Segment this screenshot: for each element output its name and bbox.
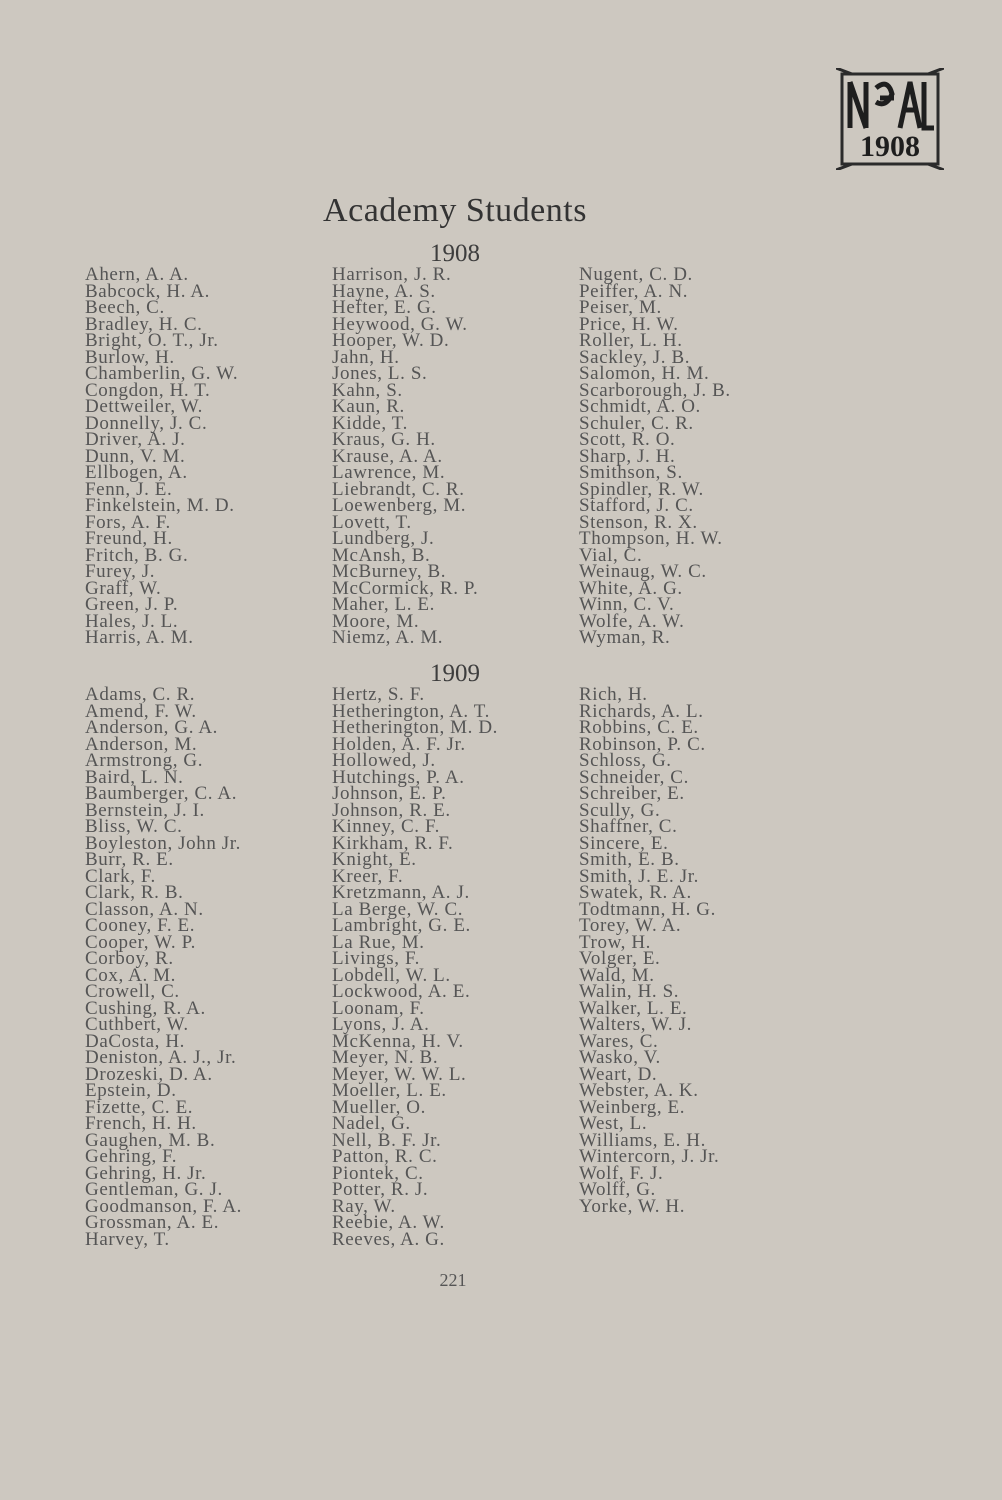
student-name: Dunn, V. M.: [85, 445, 186, 467]
student-name: Congdon, H. T.: [85, 379, 211, 401]
student-name: Furey, J.: [85, 561, 156, 582]
student-name: Hefter, E. G.: [332, 297, 437, 318]
student-name: Walters, W. J.: [579, 1014, 692, 1035]
page-number: 221: [439, 1270, 467, 1290]
student-name: Niemz, A. M.: [332, 627, 444, 648]
student-name: Burlow, H.: [85, 346, 175, 368]
student-name: Lockwood, A. E.: [332, 981, 471, 1002]
student-name: Lundberg, J.: [332, 528, 435, 549]
student-name: Lovett, T.: [332, 511, 412, 533]
student-name: Kirkham, R. F.: [332, 832, 454, 854]
student-name: McKenna, H. V.: [332, 1030, 464, 1052]
student-name: Hales, J. L.: [85, 610, 179, 632]
student-name: Weinaug, W. C.: [579, 561, 707, 582]
student-name: Yorke, W. H.: [579, 1195, 686, 1217]
student-name: Thompson, H. W.: [579, 528, 723, 549]
student-name: Bernstein, J. I.: [85, 799, 205, 821]
student-name: Spindler, R. W.: [579, 478, 704, 500]
year-heading-1909: 1909: [430, 660, 480, 687]
student-name: Sharp, J. H.: [579, 445, 676, 467]
student-name: Swatek, R. A.: [579, 882, 692, 903]
student-name: Wintercorn, J. Jr.: [579, 1146, 720, 1167]
student-name: Loonam, F.: [332, 997, 425, 1019]
student-name: Maher, L. E.: [332, 594, 435, 615]
student-name: Baumberger, C. A.: [85, 783, 238, 804]
student-name: Anderson, M.: [85, 733, 198, 755]
student-name: La Rue, M.: [332, 931, 425, 953]
student-name: Hetherington, M. D.: [332, 717, 499, 738]
student-name: Cushing, R. A.: [85, 997, 206, 1019]
year-heading-1908: 1908: [430, 240, 480, 267]
student-name: Nell, B. F. Jr.: [332, 1129, 442, 1151]
student-name: Moore, M.: [332, 610, 420, 632]
student-name: Potter, R. J.: [332, 1179, 429, 1200]
student-name: Hollowed, J.: [332, 750, 436, 771]
student-name: Lobdell, W. L.: [332, 964, 451, 986]
student-name: Weinberg, E.: [579, 1096, 686, 1118]
student-name: Webster, A. K.: [579, 1080, 699, 1101]
student-name: Weart, D.: [579, 1063, 658, 1085]
student-name: Holden, A. F. Jr.: [332, 733, 466, 755]
student-name: Driver, A. J.: [85, 429, 186, 450]
student-name: Grossman, A. E.: [85, 1212, 220, 1233]
student-column: [332, 684, 499, 1250]
student-name: Schuler, C. R.: [579, 412, 694, 434]
student-name: Johnson, R. E.: [332, 799, 451, 821]
student-name: Cooney, F. E.: [85, 915, 196, 936]
student-name: White, A. G.: [579, 577, 683, 599]
student-name: Kreer, F.: [332, 865, 404, 887]
student-name: Walin, H. S.: [579, 981, 680, 1002]
student-name: Clark, R. B.: [85, 882, 184, 903]
student-name: Sincere, E.: [579, 832, 669, 854]
student-name: Reebie, A. W.: [332, 1212, 445, 1233]
student-name: DaCosta, H.: [85, 1030, 186, 1052]
student-name: Loewenberg, M.: [332, 495, 467, 516]
student-name: Wolff, G.: [579, 1179, 656, 1200]
student-name: Vial, C.: [579, 544, 643, 566]
student-name: Dettweiler, W.: [85, 396, 203, 417]
student-name: Fenn, J. E.: [85, 478, 173, 500]
student-name: Hayne, A. S.: [332, 280, 436, 302]
student-name: Trow, H.: [579, 931, 652, 953]
student-name: Hooper, W. D.: [332, 330, 450, 351]
student-name: Gehring, F.: [85, 1146, 178, 1167]
student-name: Reeves, A. G.: [332, 1228, 445, 1250]
student-name: Classon, A. N.: [85, 898, 204, 920]
student-name: Stafford, J. C.: [579, 495, 694, 516]
student-name: Bliss, W. C.: [85, 816, 183, 837]
student-name: Cooper, W. P.: [85, 931, 197, 953]
student-name: Schloss, G.: [579, 750, 672, 771]
student-name: Harvey, T.: [85, 1228, 170, 1250]
student-name: Donnelly, J. C.: [85, 412, 208, 434]
student-name: Jahn, H.: [332, 346, 400, 368]
student-name: McAnsh, B.: [332, 544, 431, 566]
student-name: McCormick, R. P.: [332, 577, 479, 599]
student-name: Harrison, J. R.: [332, 264, 452, 285]
svg-text:1908: 1908: [860, 130, 920, 163]
student-column: [85, 264, 239, 648]
student-name: Kinney, C. F.: [332, 816, 440, 837]
student-name: Gentleman, G. J.: [85, 1179, 223, 1200]
student-name: Clark, F.: [85, 865, 156, 887]
student-name: Lyons, J. A.: [332, 1014, 430, 1035]
student-name: Anderson, G. A.: [85, 717, 219, 738]
student-name: West, L.: [579, 1113, 648, 1134]
student-name: Scott, R. O.: [579, 429, 676, 450]
student-name: Heywood, G. W.: [332, 313, 468, 335]
student-name: Freund, H.: [85, 528, 173, 549]
student-name: Stenson, R. X.: [579, 511, 698, 533]
student-name: Bradley, H. C.: [85, 313, 203, 335]
student-name: Williams, E. H.: [579, 1129, 706, 1151]
nea-1908-logo-icon: [836, 68, 944, 170]
student-column: [579, 264, 731, 648]
student-column: [579, 684, 720, 1217]
student-name: Price, H. W.: [579, 313, 679, 335]
student-name: Baird, L. N.: [85, 766, 184, 788]
student-name: Liebrandt, C. R.: [332, 478, 465, 500]
student-name: Meyer, W. W. L.: [332, 1063, 467, 1085]
student-name: Drozeski, D. A.: [85, 1063, 213, 1085]
student-name: Fritch, B. G.: [85, 544, 189, 566]
student-name: Robinson, P. C.: [579, 733, 706, 755]
student-name: Hutchings, P. A.: [332, 766, 465, 788]
student-name: Babcock, H. A.: [85, 280, 211, 302]
student-name: Adams, C. R.: [85, 684, 196, 705]
student-name: Rich, H.: [579, 684, 648, 705]
student-name: Moeller, L. E.: [332, 1080, 447, 1101]
student-name: French, H. H.: [85, 1113, 197, 1134]
student-name: Knight, E.: [332, 849, 417, 870]
student-name: Johnson, E. P.: [332, 783, 447, 804]
student-name: Meyer, N. B.: [332, 1047, 439, 1068]
student-name: Epstein, D.: [85, 1080, 177, 1101]
student-name: Patton, R. C.: [332, 1146, 438, 1167]
student-name: Richards, A. L.: [579, 700, 704, 722]
student-name: Lawrence, M.: [332, 462, 446, 483]
student-name: Roller, L. H.: [579, 330, 683, 351]
student-name: Gaughen, M. B.: [85, 1129, 216, 1151]
student-name: Nadel, G.: [332, 1113, 411, 1134]
student-name: Robbins, C. E.: [579, 717, 699, 738]
student-name: Hertz, S. F.: [332, 684, 425, 705]
student-name: Deniston, A. J., Jr.: [85, 1047, 237, 1068]
student-name: Kidde, T.: [332, 412, 408, 434]
student-name: Wares, C.: [579, 1030, 659, 1052]
student-name: Green, J. P.: [85, 594, 179, 615]
student-name: Kraus, G. H.: [332, 429, 436, 450]
student-name: Ahern, A. A.: [85, 264, 189, 285]
student-name: Shaffner, C.: [579, 816, 678, 837]
student-name: Schmidt, A. O.: [579, 396, 701, 417]
student-name: Armstrong, G.: [85, 750, 204, 771]
student-name: Peiffer, A. N.: [579, 280, 689, 302]
student-name: Bright, O. T., Jr.: [85, 330, 219, 351]
student-name: Schreiber, E.: [579, 783, 685, 804]
student-name: Sackley, J. B.: [579, 346, 691, 368]
student-name: Wolf, F. J.: [579, 1162, 664, 1184]
student-name: Smith, J. E. Jr.: [579, 865, 699, 887]
student-column: [85, 684, 242, 1250]
student-name: Piontek, C.: [332, 1162, 424, 1184]
student-name: Burr, R. E.: [85, 849, 174, 870]
student-name: Corboy, R.: [85, 948, 174, 969]
student-name: Chamberlin, G. W.: [85, 363, 239, 384]
student-name: Beech, C.: [85, 297, 165, 318]
student-name: Cuthbert, W.: [85, 1014, 189, 1035]
student-name: McBurney, B.: [332, 561, 447, 582]
page-title: Academy Students: [323, 192, 587, 229]
student-name: Ellbogen, A.: [85, 462, 188, 483]
student-name: Kahn, S.: [332, 379, 403, 401]
student-name: Wyman, R.: [579, 627, 671, 648]
student-name: Wasko, V.: [579, 1047, 661, 1068]
student-name: Graff, W.: [85, 577, 162, 599]
student-name: Cox, A. M.: [85, 964, 176, 986]
student-name: Krause, A. A.: [332, 445, 443, 467]
student-name: Goodmanson, F. A.: [85, 1195, 242, 1217]
student-name: Torey, W. A.: [579, 915, 682, 936]
student-name: Fors, A. F.: [85, 511, 171, 533]
student-name: Hetherington, A. T.: [332, 700, 490, 722]
student-column: [332, 264, 479, 648]
student-name: Smith, E. B.: [579, 849, 680, 870]
student-name: Lambright, G. E.: [332, 915, 471, 936]
student-name: Volger, E.: [579, 948, 661, 969]
student-name: Boyleston, John Jr.: [85, 832, 242, 854]
student-name: Livings, F.: [332, 948, 420, 969]
student-name: Winn, C. V.: [579, 594, 675, 615]
student-name: Wald, M.: [579, 964, 655, 986]
student-name: Todtmann, H. G.: [579, 898, 716, 920]
student-name: Walker, L. E.: [579, 997, 688, 1019]
student-name: Kretzmann, A. J.: [332, 882, 470, 903]
student-name: Harris, A. M.: [85, 627, 194, 648]
student-name: Finkelstein, M. D.: [85, 495, 235, 516]
student-name: Fizette, C. E.: [85, 1096, 194, 1118]
student-name: Kaun, R.: [332, 396, 405, 417]
student-name: Salomon, H. M.: [579, 363, 710, 384]
student-name: Ray, W.: [332, 1195, 396, 1217]
student-name: Crowell, C.: [85, 981, 180, 1002]
student-name: La Berge, W. C.: [332, 898, 464, 920]
student-name: Peiser, M.: [579, 297, 662, 318]
student-name: Amend, F. W.: [85, 700, 197, 722]
student-name: Smithson, S.: [579, 462, 683, 483]
student-name: Wolfe, A. W.: [579, 610, 685, 632]
student-name: Schneider, C.: [579, 766, 689, 788]
student-name: Gehring, H. Jr.: [85, 1162, 207, 1184]
student-name: Scarborough, J. B.: [579, 379, 731, 401]
student-name: Mueller, O.: [332, 1096, 426, 1118]
student-name: Nugent, C. D.: [579, 264, 693, 285]
student-name: Jones, L. S.: [332, 363, 428, 384]
student-name: Scully, G.: [579, 799, 661, 821]
